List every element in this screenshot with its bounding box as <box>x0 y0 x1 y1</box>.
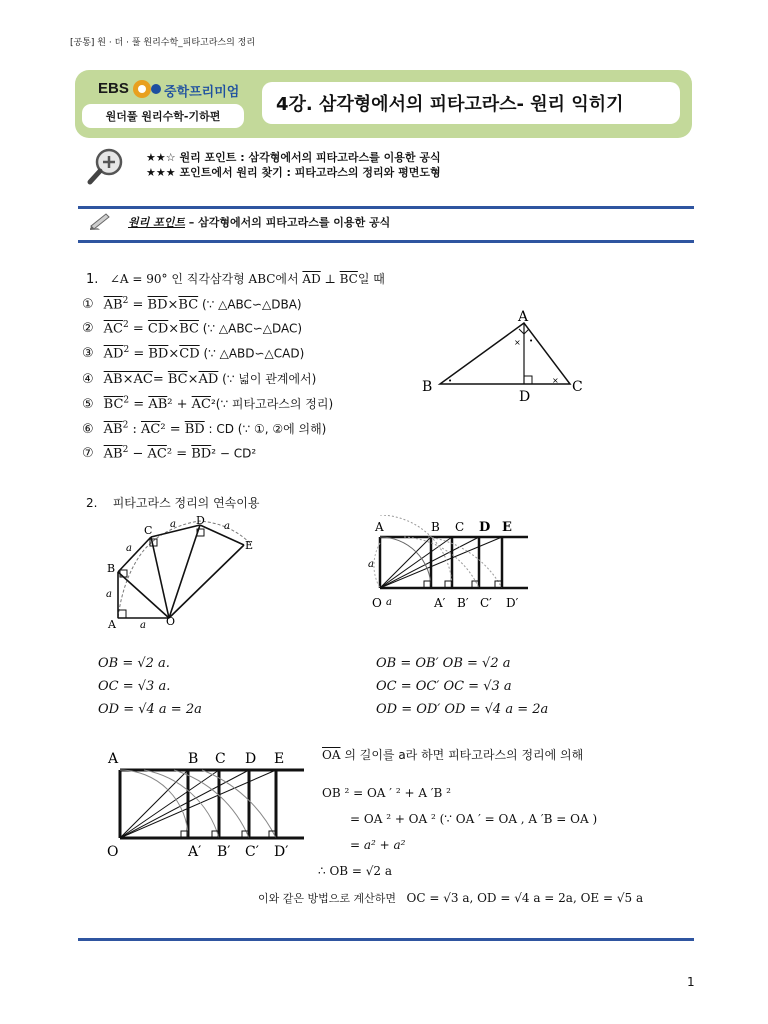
spiral-label-e: E <box>245 539 254 552</box>
q1-cond-ad: $\overline{AD}$ <box>302 272 321 286</box>
svg-text:•: • <box>529 337 534 345</box>
q1-formula-3-op: × <box>168 346 180 362</box>
point-text-2: 포인트에서 원리 찾기 : 피타고라스의 정리와 평면도형 <box>179 166 441 179</box>
q1-formula-5-eq: = <box>129 397 149 412</box>
spiral-label-a-len: a <box>140 620 146 630</box>
derivation-intro-text: 의 길이를 a라 하면 피타고라스의 정리에 의해 <box>340 748 584 762</box>
svg-text:D′: D′ <box>274 844 289 860</box>
section-label: 원리 포인트 <box>128 216 185 229</box>
svg-text:a: a <box>386 597 392 608</box>
svg-text:A: A <box>375 520 384 534</box>
q1-formula-5-r2: $\overline{AC}$ <box>191 397 211 412</box>
q1-formula-4 <box>82 370 316 387</box>
section-rule-bottom <box>78 240 694 243</box>
q1-formula-4-lhs: AB×AC <box>103 372 153 387</box>
q1-formula-2 <box>82 320 302 336</box>
q1-formula-5 <box>82 395 333 412</box>
q1-formula-2-lhs: $\overline{AC}$ <box>103 321 123 337</box>
svg-text:B′: B′ <box>457 596 469 610</box>
section-heading <box>128 214 390 230</box>
svg-text:a: a <box>170 519 176 530</box>
svg-text:C: C <box>215 751 226 767</box>
derivation-line-5-eqs: OC = √3 a, OD = √4 a = 2a, OE = √5 a <box>406 891 644 905</box>
spiral-label-o: O <box>166 615 176 628</box>
q1-formula-2-op: × <box>168 321 180 337</box>
spiral-label-d: D <box>196 515 205 527</box>
svg-text:B: B <box>431 520 440 534</box>
q1-formula-1-r1: $\overline{BD}$ <box>147 297 168 313</box>
q1-formula-5-n: ⑤ <box>82 397 94 412</box>
q1-formula-2-eq: = <box>128 321 148 337</box>
q1-formula-1-eq: = <box>128 297 148 313</box>
tri-label-d: D <box>519 389 531 405</box>
ebs-circle-icon <box>132 78 162 100</box>
pythagoras-spiral-figure <box>104 515 264 630</box>
q2-right-eq-1: OB = OB′ OB = √2 a <box>376 656 511 671</box>
square-strip-figure-small <box>368 515 533 615</box>
star-rating-1: ★★☆ <box>146 151 176 164</box>
q1-formula-3-eq: = <box>129 346 149 362</box>
svg-text:O: O <box>372 596 382 610</box>
q1-formula-5-r1: $\overline{AB}$ <box>148 397 168 412</box>
header-breadcrumb: [공통] 원 · 더 · 풀 원리수학_피타고라스의 정리 <box>70 38 256 48</box>
q2-number: 2. <box>86 496 98 510</box>
q1-cond-tail: 일 때 <box>357 272 385 286</box>
q1-formula-6-eq: : <box>128 422 141 437</box>
q1-cond-perp: ⊥ <box>320 272 340 286</box>
q1-formula-1-note: (∵ △ABC∽△DBA) <box>198 297 302 312</box>
tri-label-b: B <box>422 379 433 395</box>
q1-formula-2-sup: 2 <box>123 320 129 330</box>
q1-formula-1-n: ① <box>82 297 94 313</box>
q1-formula-6-r1: $\overline{AC}$ <box>141 422 161 437</box>
svg-text:a: a <box>368 559 374 570</box>
square-strip-figure-large <box>104 748 304 860</box>
q2-right-eq-3: OD = OD′ OD = √4 a = 2a <box>376 702 549 717</box>
svg-text:D′: D′ <box>506 596 519 610</box>
derivation-line-2: = OA ² + OA ² (∵ OA ′ = OA , A ′B = OA ) <box>350 812 598 826</box>
svg-text:C′: C′ <box>245 844 259 860</box>
q2-heading <box>86 494 259 511</box>
q1-formula-7-r2: $\overline{BD}$ <box>191 446 212 462</box>
ebs-logo-text: EBS <box>98 80 129 97</box>
page-number: 1 <box>687 975 695 989</box>
derivation-line-5-prefix: 이와 같은 방법으로 계산하면 <box>258 892 397 905</box>
q1-formula-4-note: (∵ 넓이 관계에서) <box>218 372 317 386</box>
svg-text:×: × <box>514 338 521 347</box>
derivation-line-1: OB ² = OA ′ ² + A ′B ² <box>322 786 451 800</box>
star-rating-2: ★★★ <box>146 166 176 179</box>
q1-cond-a: ∠A = 90° 인 직각삼각형 ABC에서 <box>109 272 303 286</box>
magnifier-icon <box>85 144 129 188</box>
q2-right-eq-2: OC = OC′ OC = √3 a <box>376 679 512 694</box>
q1-formula-7-lhs: $\overline{AB}$ <box>103 446 123 462</box>
q1-formula-4-r1: $\overline{BC}$ <box>167 372 188 387</box>
q1-formula-3-r2: $\overline{CD}$ <box>179 346 200 362</box>
q1-formula-6-op: ² = <box>160 422 185 437</box>
q1-formula-1-lhs: $\overline{AB}$ <box>103 297 123 313</box>
derivation-line-3: = a² + a² <box>350 838 406 852</box>
q2-right-equations <box>376 652 548 721</box>
q1-formula-7-op: ² = <box>166 446 192 462</box>
svg-text:O: O <box>107 844 119 860</box>
svg-text:a: a <box>224 521 230 532</box>
section-dash: – <box>184 216 199 229</box>
svg-text:A′: A′ <box>434 596 446 610</box>
q1-formula-4-r2: $\overline{AD}$ <box>198 372 219 387</box>
q1-cond-bc: $\overline{BC}$ <box>339 272 358 286</box>
q1-formula-6-sup: 2 <box>122 420 129 431</box>
spiral-label-b: B <box>107 562 116 575</box>
q2-title: 피타고라스 정리의 연속이용 <box>112 496 260 510</box>
svg-text:E: E <box>274 751 285 767</box>
svg-text:a: a <box>106 589 112 600</box>
q1-formula-1 <box>82 296 302 312</box>
q1-formula-2-note: (∵ △ABC∽△DAC) <box>198 321 303 336</box>
tri-label-a: A <box>518 309 529 325</box>
svg-text:D: D <box>245 751 257 767</box>
banner-subtitle: 원더풀 원리수학-기하편 <box>82 104 244 128</box>
q1-formula-4-op: × <box>187 372 199 387</box>
q1-formula-5-sup: 2 <box>123 395 130 406</box>
q1-formula-5-lhs: $\overline{BC}$ <box>103 397 124 412</box>
q1-formula-5-note: ²(∵ 피타고라스의 정리) <box>210 397 334 411</box>
q1-formula-7-eq: − <box>128 446 148 462</box>
q1-formula-3-lhs: $\overline{AD}$ <box>103 346 124 362</box>
svg-text:a: a <box>126 543 132 554</box>
svg-text:C: C <box>455 520 465 534</box>
section-title: 삼각형에서의 피타고라스를 이용한 공식 <box>198 216 391 229</box>
spiral-label-a: A <box>108 618 116 630</box>
q1-formula-3 <box>82 345 304 361</box>
q2-left-eq-3: OD = √4 a = 2a <box>98 702 202 717</box>
q1-formula-4-n: ④ <box>82 372 94 387</box>
q1-formula-4-eq: = <box>152 372 168 387</box>
q1-formula-2-r1: $\overline{CD}$ <box>147 321 169 337</box>
q1-formula-3-sup: 2 <box>123 345 130 355</box>
derivation-intro <box>322 746 583 763</box>
q1-formula-1-sup: 2 <box>122 296 129 306</box>
q2-left-equations <box>98 652 202 721</box>
spiral-label-c: C <box>144 524 153 537</box>
q1-formula-3-n: ③ <box>82 346 94 362</box>
derivation-oa: $\overline{OA}$ <box>322 748 341 762</box>
q1-formula-3-note: (∵ △ABD∽△CAD) <box>199 346 305 361</box>
svg-text:D: D <box>479 520 491 535</box>
q2-left-eq-2: OC = √3 a. <box>98 679 171 694</box>
svg-text:A′: A′ <box>188 844 202 860</box>
svg-text:×: × <box>552 376 559 385</box>
svg-text:•: • <box>448 377 453 385</box>
q1-formula-2-n: ② <box>82 321 94 337</box>
q1-formula-6-lhs: $\overline{AB}$ <box>103 422 123 437</box>
svg-text:A: A <box>108 751 119 767</box>
derivation-line-4: ∴ OB = √2 a <box>318 864 393 878</box>
q1-condition <box>86 270 385 287</box>
q1-formula-6-r2: $\overline{BD}$ <box>184 422 205 437</box>
svg-text:C′: C′ <box>480 596 492 610</box>
q2-left-eq-1: OB = √2 a. <box>98 656 170 671</box>
footer-rule <box>78 938 694 941</box>
q1-formula-6 <box>82 420 326 437</box>
svg-text:B: B <box>188 751 199 767</box>
q1-formula-7 <box>82 445 256 461</box>
q1-number: 1. <box>86 272 99 287</box>
q1-formula-1-op: × <box>167 297 179 313</box>
ebs-logo <box>90 78 240 100</box>
q1-formula-7-r1: $\overline{AC}$ <box>147 446 167 462</box>
q1-formula-6-note: : CD (∵ ①, ②에 의해) <box>204 422 327 436</box>
point-text-1: 원리 포인트 : 삼각형에서의 피타고라스를 이용한 공식 <box>179 151 441 164</box>
q1-formula-7-note: ² − CD² <box>211 446 257 461</box>
q1-formula-6-n: ⑥ <box>82 422 94 437</box>
q1-formula-7-sup: 2 <box>122 445 129 455</box>
right-triangle-figure <box>418 305 590 405</box>
q1-formula-1-r2: $\overline{BC}$ <box>178 297 199 313</box>
svg-text:E: E <box>502 520 512 535</box>
derivation-line-5 <box>258 890 643 906</box>
svg-text:B′: B′ <box>217 844 231 860</box>
point-line-1 <box>146 149 441 165</box>
q1-formula-2-r2: $\overline{BC}$ <box>179 321 199 337</box>
section-rule-top <box>78 206 694 209</box>
brand-name: 중학프리미엄 <box>164 85 240 100</box>
lesson-title: 4강. 삼각형에서의 피타고라스- 원리 익히기 <box>276 94 624 115</box>
q1-formula-5-op: ² + <box>167 397 192 412</box>
q1-formula-7-n: ⑦ <box>82 446 94 462</box>
q1-formula-3-r1: $\overline{BD}$ <box>148 346 169 362</box>
point-line-2 <box>146 164 441 180</box>
tri-label-c: C <box>572 379 583 395</box>
pencil-note-icon <box>88 210 114 232</box>
